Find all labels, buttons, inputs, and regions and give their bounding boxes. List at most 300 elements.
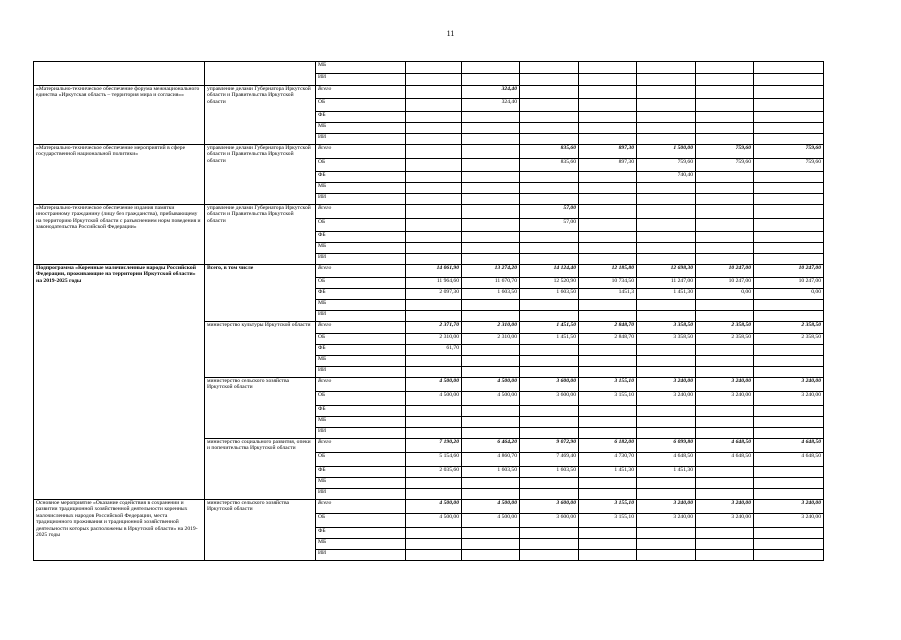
value-cell xyxy=(406,62,462,74)
value-cell xyxy=(579,99,637,112)
funding-source-cell: МБ xyxy=(316,478,406,489)
value-cell: 3 600,00 xyxy=(520,500,579,514)
value-cell: 4 500,00 xyxy=(462,500,520,514)
value-cell xyxy=(579,86,637,99)
funding-source-cell: Всего xyxy=(316,145,406,159)
value-cell xyxy=(696,478,754,489)
funding-source-cell: ОБ xyxy=(316,159,406,172)
value-cell xyxy=(462,74,520,86)
value-cell: 1 500,00 xyxy=(637,145,696,159)
value-cell xyxy=(696,194,754,205)
value-cell xyxy=(406,159,462,172)
value-cell xyxy=(696,356,754,367)
funding-source-cell: МБ xyxy=(316,539,406,550)
value-cell xyxy=(754,428,824,439)
value-cell xyxy=(520,311,579,322)
value-cell xyxy=(579,367,637,378)
funding-source-cell: Всего xyxy=(316,265,406,278)
funding-source-cell: ОБ xyxy=(316,514,406,528)
value-cell xyxy=(462,478,520,489)
value-cell xyxy=(406,134,462,145)
value-cell xyxy=(579,417,637,428)
value-cell xyxy=(637,528,696,539)
funding-source-cell: ФБ xyxy=(316,112,406,123)
funding-source-cell: ФБ xyxy=(316,345,406,356)
value-cell xyxy=(754,467,824,478)
executor-cell: управление делами Губернатора Иркутской области и Правительства Иркутской области xyxy=(205,145,316,205)
value-cell xyxy=(637,417,696,428)
value-cell xyxy=(637,345,696,356)
value-cell: 57,00 xyxy=(520,219,579,232)
value-cell xyxy=(406,478,462,489)
value-cell xyxy=(754,345,824,356)
value-cell xyxy=(696,550,754,561)
value-cell xyxy=(462,183,520,194)
value-cell xyxy=(520,62,579,74)
value-cell: 3 240,00 xyxy=(696,514,754,528)
measure-title-cell: Подпрограмма «Коренные малочисленные народы Российской Федерации, проживающие на территории Иркутской области» на 2019-2025 годы xyxy=(34,265,205,500)
value-cell xyxy=(462,539,520,550)
funding-source-cell: ФБ xyxy=(316,172,406,183)
executor-cell: министерство сельского хозяйства Иркутской области xyxy=(205,378,316,439)
value-cell xyxy=(406,99,462,112)
value-cell xyxy=(579,406,637,417)
value-cell xyxy=(696,243,754,254)
value-cell: 9 072,90 xyxy=(520,439,579,453)
value-cell: 3 155,10 xyxy=(579,378,637,392)
value-cell xyxy=(462,194,520,205)
value-cell xyxy=(754,62,824,74)
measure-title-cell xyxy=(34,62,205,86)
value-cell xyxy=(406,74,462,86)
value-cell xyxy=(637,205,696,219)
value-cell xyxy=(520,134,579,145)
value-cell: 3 155,10 xyxy=(579,500,637,514)
funding-source-cell: Всего xyxy=(316,378,406,392)
value-cell: 3 600,00 xyxy=(520,514,579,528)
value-cell xyxy=(406,311,462,322)
funding-source-cell: ОБ xyxy=(316,219,406,232)
value-cell xyxy=(754,172,824,183)
value-cell xyxy=(406,254,462,265)
value-cell xyxy=(696,123,754,134)
value-cell xyxy=(462,172,520,183)
value-cell: 3 155,10 xyxy=(579,392,637,406)
funding-source-cell: ИИ xyxy=(316,311,406,322)
value-cell xyxy=(406,219,462,232)
value-cell xyxy=(637,243,696,254)
value-cell xyxy=(462,254,520,265)
value-cell xyxy=(520,367,579,378)
value-cell xyxy=(579,232,637,243)
value-cell: 3 240,00 xyxy=(696,392,754,406)
value-cell: 4 648,50 xyxy=(637,453,696,467)
value-cell xyxy=(579,123,637,134)
value-cell: 2 310,00 xyxy=(462,322,520,334)
value-cell: 1451,3 xyxy=(579,289,637,300)
value-cell xyxy=(754,254,824,265)
value-cell xyxy=(696,254,754,265)
value-cell xyxy=(406,539,462,550)
value-cell: 4 648,50 xyxy=(696,439,754,453)
value-cell xyxy=(637,194,696,205)
value-cell xyxy=(579,550,637,561)
value-cell xyxy=(696,232,754,243)
value-cell xyxy=(637,254,696,265)
value-cell: 14 061,90 xyxy=(406,265,462,278)
value-cell: 61,70 xyxy=(406,345,462,356)
value-cell xyxy=(637,62,696,74)
value-cell: 324,40 xyxy=(462,99,520,112)
value-cell: 11 670,70 xyxy=(462,278,520,289)
value-cell xyxy=(462,406,520,417)
value-cell: 7 469,40 xyxy=(520,453,579,467)
value-cell: 6 464,20 xyxy=(462,439,520,453)
funding-source-cell: ФБ xyxy=(316,289,406,300)
executor-cell: министерство социального развития, опеки и попечительства Иркутской области xyxy=(205,439,316,500)
value-cell xyxy=(462,243,520,254)
value-cell xyxy=(406,428,462,439)
funding-source-cell: ИИ xyxy=(316,74,406,86)
value-cell: 1 451,50 xyxy=(520,334,579,345)
value-cell: 3 358,50 xyxy=(637,334,696,345)
value-cell xyxy=(754,123,824,134)
value-cell xyxy=(579,300,637,311)
value-cell xyxy=(579,219,637,232)
value-cell xyxy=(462,417,520,428)
funding-source-cell: ФБ xyxy=(316,467,406,478)
funding-source-cell: ИИ xyxy=(316,550,406,561)
funding-source-cell: ИИ xyxy=(316,254,406,265)
value-cell xyxy=(696,205,754,219)
value-cell: 4 860,70 xyxy=(462,453,520,467)
value-cell: 759,60 xyxy=(754,159,824,172)
value-cell xyxy=(520,183,579,194)
value-cell xyxy=(696,74,754,86)
value-cell: 740,40 xyxy=(637,172,696,183)
value-cell xyxy=(696,86,754,99)
value-cell xyxy=(462,123,520,134)
value-cell: 12 698,30 xyxy=(637,265,696,278)
value-cell xyxy=(406,232,462,243)
value-cell xyxy=(406,145,462,159)
value-cell: 3 240,00 xyxy=(637,378,696,392)
value-cell: 759,60 xyxy=(696,159,754,172)
value-cell: 759,60 xyxy=(754,145,824,159)
value-cell xyxy=(520,528,579,539)
page-number: 11 xyxy=(446,29,455,38)
value-cell xyxy=(462,232,520,243)
value-cell xyxy=(406,406,462,417)
value-cell: 1 451,30 xyxy=(579,467,637,478)
value-cell xyxy=(637,300,696,311)
value-cell: 0,00 xyxy=(754,289,824,300)
value-cell: 2 371,70 xyxy=(406,322,462,334)
value-cell xyxy=(579,172,637,183)
value-cell xyxy=(579,205,637,219)
value-cell xyxy=(579,345,637,356)
value-cell xyxy=(754,311,824,322)
value-cell xyxy=(637,311,696,322)
value-cell xyxy=(520,86,579,99)
value-cell: 3 240,00 xyxy=(637,514,696,528)
funding-source-cell: ОБ xyxy=(316,334,406,345)
value-cell: 4 730,70 xyxy=(579,453,637,467)
value-cell xyxy=(696,311,754,322)
value-cell xyxy=(462,205,520,219)
funding-source-cell: Всего xyxy=(316,205,406,219)
funding-source-cell: ОБ xyxy=(316,278,406,289)
value-cell: 759,60 xyxy=(696,145,754,159)
value-cell xyxy=(637,183,696,194)
value-cell: 1 603,50 xyxy=(462,289,520,300)
value-cell: 2 358,50 xyxy=(696,322,754,334)
value-cell xyxy=(406,243,462,254)
value-cell xyxy=(696,406,754,417)
value-cell: 57,00 xyxy=(520,205,579,219)
funding-source-cell: ИИ xyxy=(316,489,406,500)
value-cell xyxy=(754,300,824,311)
executor-cell: Всего, в том числе xyxy=(205,265,316,322)
value-cell: 897,30 xyxy=(579,145,637,159)
value-cell: 324,40 xyxy=(462,86,520,99)
value-cell xyxy=(520,99,579,112)
table-row xyxy=(34,500,824,514)
value-cell xyxy=(754,528,824,539)
value-cell: 13 274,20 xyxy=(462,265,520,278)
value-cell xyxy=(637,356,696,367)
value-cell: 3 240,00 xyxy=(696,500,754,514)
value-cell xyxy=(754,183,824,194)
measure-title-cell: Основное мероприятие «Оказание содействия в сохранении и развитии традиционной хозяйственной деятельности коренных малочисленных народов Российской Федерации, места традиционного проживания и традиционной хозяйственной деятельности которых расположены в Иркутской области» на 2019-2025 годы xyxy=(34,500,205,561)
value-cell xyxy=(637,428,696,439)
funding-source-cell: ФБ xyxy=(316,232,406,243)
value-cell xyxy=(696,219,754,232)
value-cell xyxy=(406,367,462,378)
value-cell xyxy=(406,528,462,539)
value-cell xyxy=(462,550,520,561)
value-cell xyxy=(696,172,754,183)
funding-source-cell: МБ xyxy=(316,356,406,367)
executor-cell: министерство сельского хозяйства Иркутской области xyxy=(205,500,316,561)
value-cell: 2 310,00 xyxy=(406,334,462,345)
value-cell: 3 240,00 xyxy=(754,378,824,392)
value-cell: 7 190,20 xyxy=(406,439,462,453)
executor-cell xyxy=(205,62,316,86)
value-cell xyxy=(520,417,579,428)
value-cell xyxy=(462,219,520,232)
value-cell: 5 154,60 xyxy=(406,453,462,467)
funding-source-cell: Всего xyxy=(316,500,406,514)
value-cell: 4 500,00 xyxy=(406,500,462,514)
value-cell xyxy=(520,428,579,439)
funding-source-cell: ИИ xyxy=(316,428,406,439)
value-cell: 12 520,90 xyxy=(520,278,579,289)
value-cell: 1 451,30 xyxy=(637,289,696,300)
value-cell xyxy=(406,205,462,219)
funding-source-cell: Всего xyxy=(316,322,406,334)
value-cell xyxy=(462,528,520,539)
value-cell xyxy=(696,99,754,112)
value-cell xyxy=(696,367,754,378)
value-cell xyxy=(754,550,824,561)
value-cell xyxy=(754,489,824,500)
value-cell xyxy=(520,356,579,367)
value-cell xyxy=(754,112,824,123)
value-cell xyxy=(754,194,824,205)
funding-source-cell: МБ xyxy=(316,62,406,74)
value-cell xyxy=(637,123,696,134)
value-cell: 835,60 xyxy=(520,145,579,159)
value-cell xyxy=(520,478,579,489)
value-cell xyxy=(462,428,520,439)
value-cell: 10 247,00 xyxy=(696,278,754,289)
table-row xyxy=(34,205,824,219)
value-cell: 11 247,00 xyxy=(637,278,696,289)
value-cell xyxy=(696,345,754,356)
value-cell xyxy=(696,528,754,539)
value-cell: 1 603,50 xyxy=(520,467,579,478)
value-cell xyxy=(637,134,696,145)
value-cell: 10 247,00 xyxy=(754,278,824,289)
value-cell: 0,00 xyxy=(696,289,754,300)
measure-title-cell: «Материально-техническое обеспечение издания памятки иностранному гражданину (лицу без гражданства), прибывающему на территорию Иркутской области с разъяснением норм поведения и законодательства Российской Федерации» xyxy=(34,205,205,265)
value-cell xyxy=(637,489,696,500)
value-cell xyxy=(406,489,462,500)
funding-source-cell: МБ xyxy=(316,183,406,194)
value-cell xyxy=(520,74,579,86)
value-cell xyxy=(406,172,462,183)
value-cell: 2 097,30 xyxy=(406,289,462,300)
value-cell xyxy=(696,467,754,478)
value-cell xyxy=(696,300,754,311)
funding-source-cell: ОБ xyxy=(316,392,406,406)
value-cell xyxy=(754,134,824,145)
value-cell: 6 182,00 xyxy=(579,439,637,453)
value-cell xyxy=(520,172,579,183)
value-cell xyxy=(520,232,579,243)
value-cell xyxy=(406,356,462,367)
value-cell xyxy=(520,539,579,550)
value-cell xyxy=(406,183,462,194)
value-cell xyxy=(754,74,824,86)
value-cell: 3 240,00 xyxy=(754,392,824,406)
value-cell xyxy=(462,300,520,311)
value-cell xyxy=(579,74,637,86)
value-cell: 4 648,50 xyxy=(754,453,824,467)
value-cell: 4 500,00 xyxy=(406,378,462,392)
value-cell xyxy=(462,311,520,322)
value-cell xyxy=(520,550,579,561)
value-cell xyxy=(520,345,579,356)
value-cell xyxy=(754,219,824,232)
value-cell xyxy=(754,478,824,489)
executor-cell: министерство культуры Иркутской области xyxy=(205,322,316,378)
value-cell: 4 500,00 xyxy=(462,378,520,392)
value-cell xyxy=(696,428,754,439)
value-cell: 1 451,50 xyxy=(520,322,579,334)
value-cell xyxy=(520,406,579,417)
table-row xyxy=(34,265,824,278)
value-cell xyxy=(520,300,579,311)
value-cell xyxy=(579,112,637,123)
value-cell xyxy=(520,194,579,205)
value-cell xyxy=(579,478,637,489)
value-cell xyxy=(637,539,696,550)
value-cell xyxy=(462,112,520,123)
value-cell xyxy=(462,345,520,356)
value-cell xyxy=(754,417,824,428)
funding-source-cell: ИИ xyxy=(316,367,406,378)
value-cell xyxy=(579,62,637,74)
value-cell xyxy=(462,356,520,367)
value-cell: 4 500,00 xyxy=(406,514,462,528)
value-cell xyxy=(754,232,824,243)
value-cell xyxy=(637,74,696,86)
value-cell xyxy=(462,489,520,500)
value-cell: 3 358,50 xyxy=(637,322,696,334)
value-cell: 3 240,00 xyxy=(754,500,824,514)
value-cell: 10 247,00 xyxy=(754,265,824,278)
value-cell: 897,30 xyxy=(579,159,637,172)
funding-source-cell: ИИ xyxy=(316,194,406,205)
value-cell xyxy=(696,489,754,500)
value-cell: 2 848,70 xyxy=(579,322,637,334)
value-cell xyxy=(579,243,637,254)
funding-source-cell: МБ xyxy=(316,300,406,311)
value-cell xyxy=(696,183,754,194)
value-cell: 6 099,80 xyxy=(637,439,696,453)
value-cell: 10 247,00 xyxy=(696,265,754,278)
table-row xyxy=(34,62,824,74)
value-cell xyxy=(579,134,637,145)
value-cell xyxy=(579,489,637,500)
value-cell xyxy=(637,232,696,243)
value-cell xyxy=(406,123,462,134)
funding-source-cell: МБ xyxy=(316,123,406,134)
value-cell: 14 124,40 xyxy=(520,265,579,278)
value-cell: 2 358,50 xyxy=(754,334,824,345)
value-cell: 2 035,60 xyxy=(406,467,462,478)
executor-cell: управление делами Губернатора Иркутской области и Правительства Иркутской области xyxy=(205,205,316,265)
measure-title-cell: «Материально-техническое обеспечение форума межнационального единства «Иркутская область – территория мира и согласия»» xyxy=(34,86,205,145)
value-cell xyxy=(754,539,824,550)
value-cell xyxy=(754,243,824,254)
value-cell: 2 310,00 xyxy=(462,334,520,345)
value-cell xyxy=(520,112,579,123)
value-cell: 3 600,00 xyxy=(520,392,579,406)
value-cell xyxy=(406,194,462,205)
funding-source-cell: ИИ xyxy=(316,134,406,145)
value-cell xyxy=(754,406,824,417)
value-cell xyxy=(637,86,696,99)
value-cell: 3 240,00 xyxy=(696,378,754,392)
value-cell xyxy=(579,356,637,367)
value-cell xyxy=(637,550,696,561)
value-cell: 2 358,50 xyxy=(754,322,824,334)
value-cell xyxy=(579,194,637,205)
value-cell xyxy=(637,406,696,417)
value-cell: 10 734,50 xyxy=(579,278,637,289)
value-cell: 3 240,00 xyxy=(637,500,696,514)
value-cell xyxy=(696,539,754,550)
table-row xyxy=(34,86,824,99)
value-cell xyxy=(637,478,696,489)
funding-source-cell: МБ xyxy=(316,243,406,254)
value-cell: 1 603,50 xyxy=(462,467,520,478)
value-cell: 3 240,00 xyxy=(637,392,696,406)
value-cell: 1 603,50 xyxy=(520,289,579,300)
